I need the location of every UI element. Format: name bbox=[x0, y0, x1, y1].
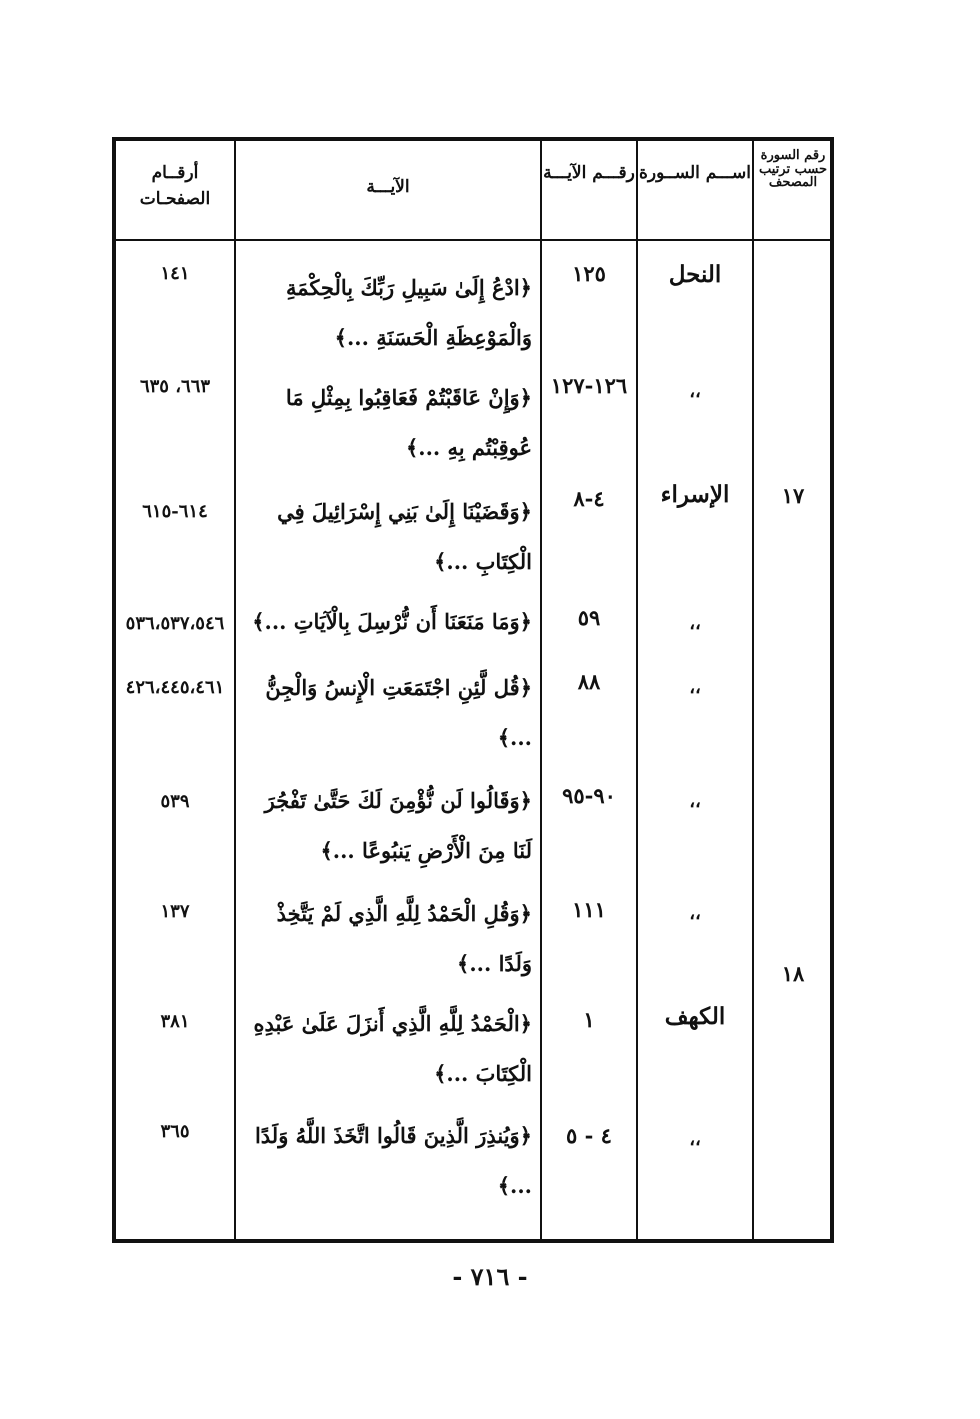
row-sura-ditto: ،، bbox=[689, 903, 701, 924]
row-pages: ٣٦٥ bbox=[160, 1121, 190, 1142]
page-number: - ٧١٦ - bbox=[452, 1262, 528, 1291]
verses-table bbox=[112, 137, 834, 1243]
header-sura-name: اســـم الســورة bbox=[638, 163, 752, 183]
row-sura-ditto: ،، bbox=[689, 381, 701, 402]
row-verse: ﴿وَإِنْ عَاقَبْتُمْ فَعَاقِبُوا بِمِثْلِ مَا عُوقِبْتُم بِهِ ...﴾ bbox=[285, 385, 532, 460]
row-verse-number: ١٢٥ bbox=[572, 261, 606, 286]
row-sura-name: الإسراء bbox=[660, 481, 730, 508]
row-pages: ٥٣٩ bbox=[160, 791, 190, 812]
row-verse-number: ٥٩ bbox=[577, 605, 601, 630]
row-verse: ﴿وَقَضَيْنَا إِلَىٰ بَنِي إِسْرَائِيلَ فِي الْكِتَابِ ...﴾ bbox=[277, 499, 532, 574]
row-verse: ﴿وَقُلِ الْحَمْدُ لِلَّهِ الَّذِي لَمْ يَتَّخِذْ وَلَدًا ...﴾ bbox=[276, 901, 532, 976]
header-verse-number: رقـــم الآيـــة bbox=[543, 163, 635, 183]
row-verse: ﴿قُل لَّئِنِ اجْتَمَعَتِ الْإِنسُ وَالْجِنُّ ...﴾ bbox=[265, 675, 532, 750]
header-sura-number: رقم السورة حسب ترتيب المصحف bbox=[758, 148, 828, 191]
row-verse-number: ٩٠-٩٥ bbox=[562, 783, 616, 808]
header-pages: أرقــام الصفحـات bbox=[139, 163, 211, 209]
row-verse: ﴿وَقَالُوا لَن نُّؤْمِنَ لَكَ حَتَّىٰ تَفْجُرَ لَنَا مِنَ الْأَرْضِ يَنبُوعًا ...﴾ bbox=[264, 788, 532, 863]
row-pages: ٦٦٣، ٦٣٥ bbox=[139, 376, 211, 397]
row-verse-number: ٤ - ٥ bbox=[566, 1123, 612, 1148]
row-verse-number: ١١١ bbox=[572, 897, 606, 922]
row-verse-number: ١ bbox=[583, 1007, 595, 1032]
row-sura-ditto: ،، bbox=[689, 613, 701, 634]
sura-order-number: ١٧ bbox=[781, 483, 805, 508]
row-verse: ﴿ادْعُ إِلَىٰ سَبِيلِ رَبِّكَ بِالْحِكْمَةِ وَالْمَوْعِظَةِ الْحَسَنَةِ ...﴾ bbox=[285, 275, 532, 350]
row-sura-ditto: ،، bbox=[689, 791, 701, 812]
header-verse: الآيـــة bbox=[366, 177, 410, 197]
column-divider bbox=[752, 141, 754, 1239]
column-divider bbox=[234, 141, 236, 1239]
row-verse-number: ٤-٨ bbox=[573, 486, 605, 511]
row-pages: ١٤١ bbox=[160, 263, 190, 284]
row-pages: ٦١٤-٦١٥ bbox=[142, 501, 208, 522]
header-divider bbox=[116, 239, 830, 241]
row-verse-number: ٨٨ bbox=[577, 669, 601, 694]
row-pages: ٣٨١ bbox=[160, 1011, 190, 1032]
row-sura-ditto: ،، bbox=[689, 1129, 701, 1150]
row-verse: ﴿وَمَا مَنَعَنَا أَن نُّرْسِلَ بِالْآيَاتِ ...﴾ bbox=[252, 609, 532, 634]
row-sura-name: الكهف bbox=[664, 1003, 726, 1030]
row-pages: ٤٢٦،٤٤٥،٤٦١ bbox=[125, 677, 225, 698]
row-sura-name: النحل bbox=[668, 261, 722, 288]
sura-order-number: ١٨ bbox=[781, 961, 805, 986]
row-verse: ﴿الْحَمْدُ لِلَّهِ الَّذِي أَنزَلَ عَلَىٰ عَبْدِهِ الْكِتَابَ ...﴾ bbox=[253, 1011, 532, 1086]
row-pages: ١٣٧ bbox=[160, 901, 190, 922]
row-sura-ditto: ،، bbox=[689, 677, 701, 698]
row-verse: ﴿وَيُنذِرَ الَّذِينَ قَالُوا اتَّخَذَ اللَّهُ وَلَدًا ...﴾ bbox=[254, 1123, 532, 1198]
row-pages: ٥٣٦،٥٣٧،٥٤٦ bbox=[125, 613, 225, 634]
row-verse-number: ١٢٦-١٢٧ bbox=[550, 373, 628, 398]
